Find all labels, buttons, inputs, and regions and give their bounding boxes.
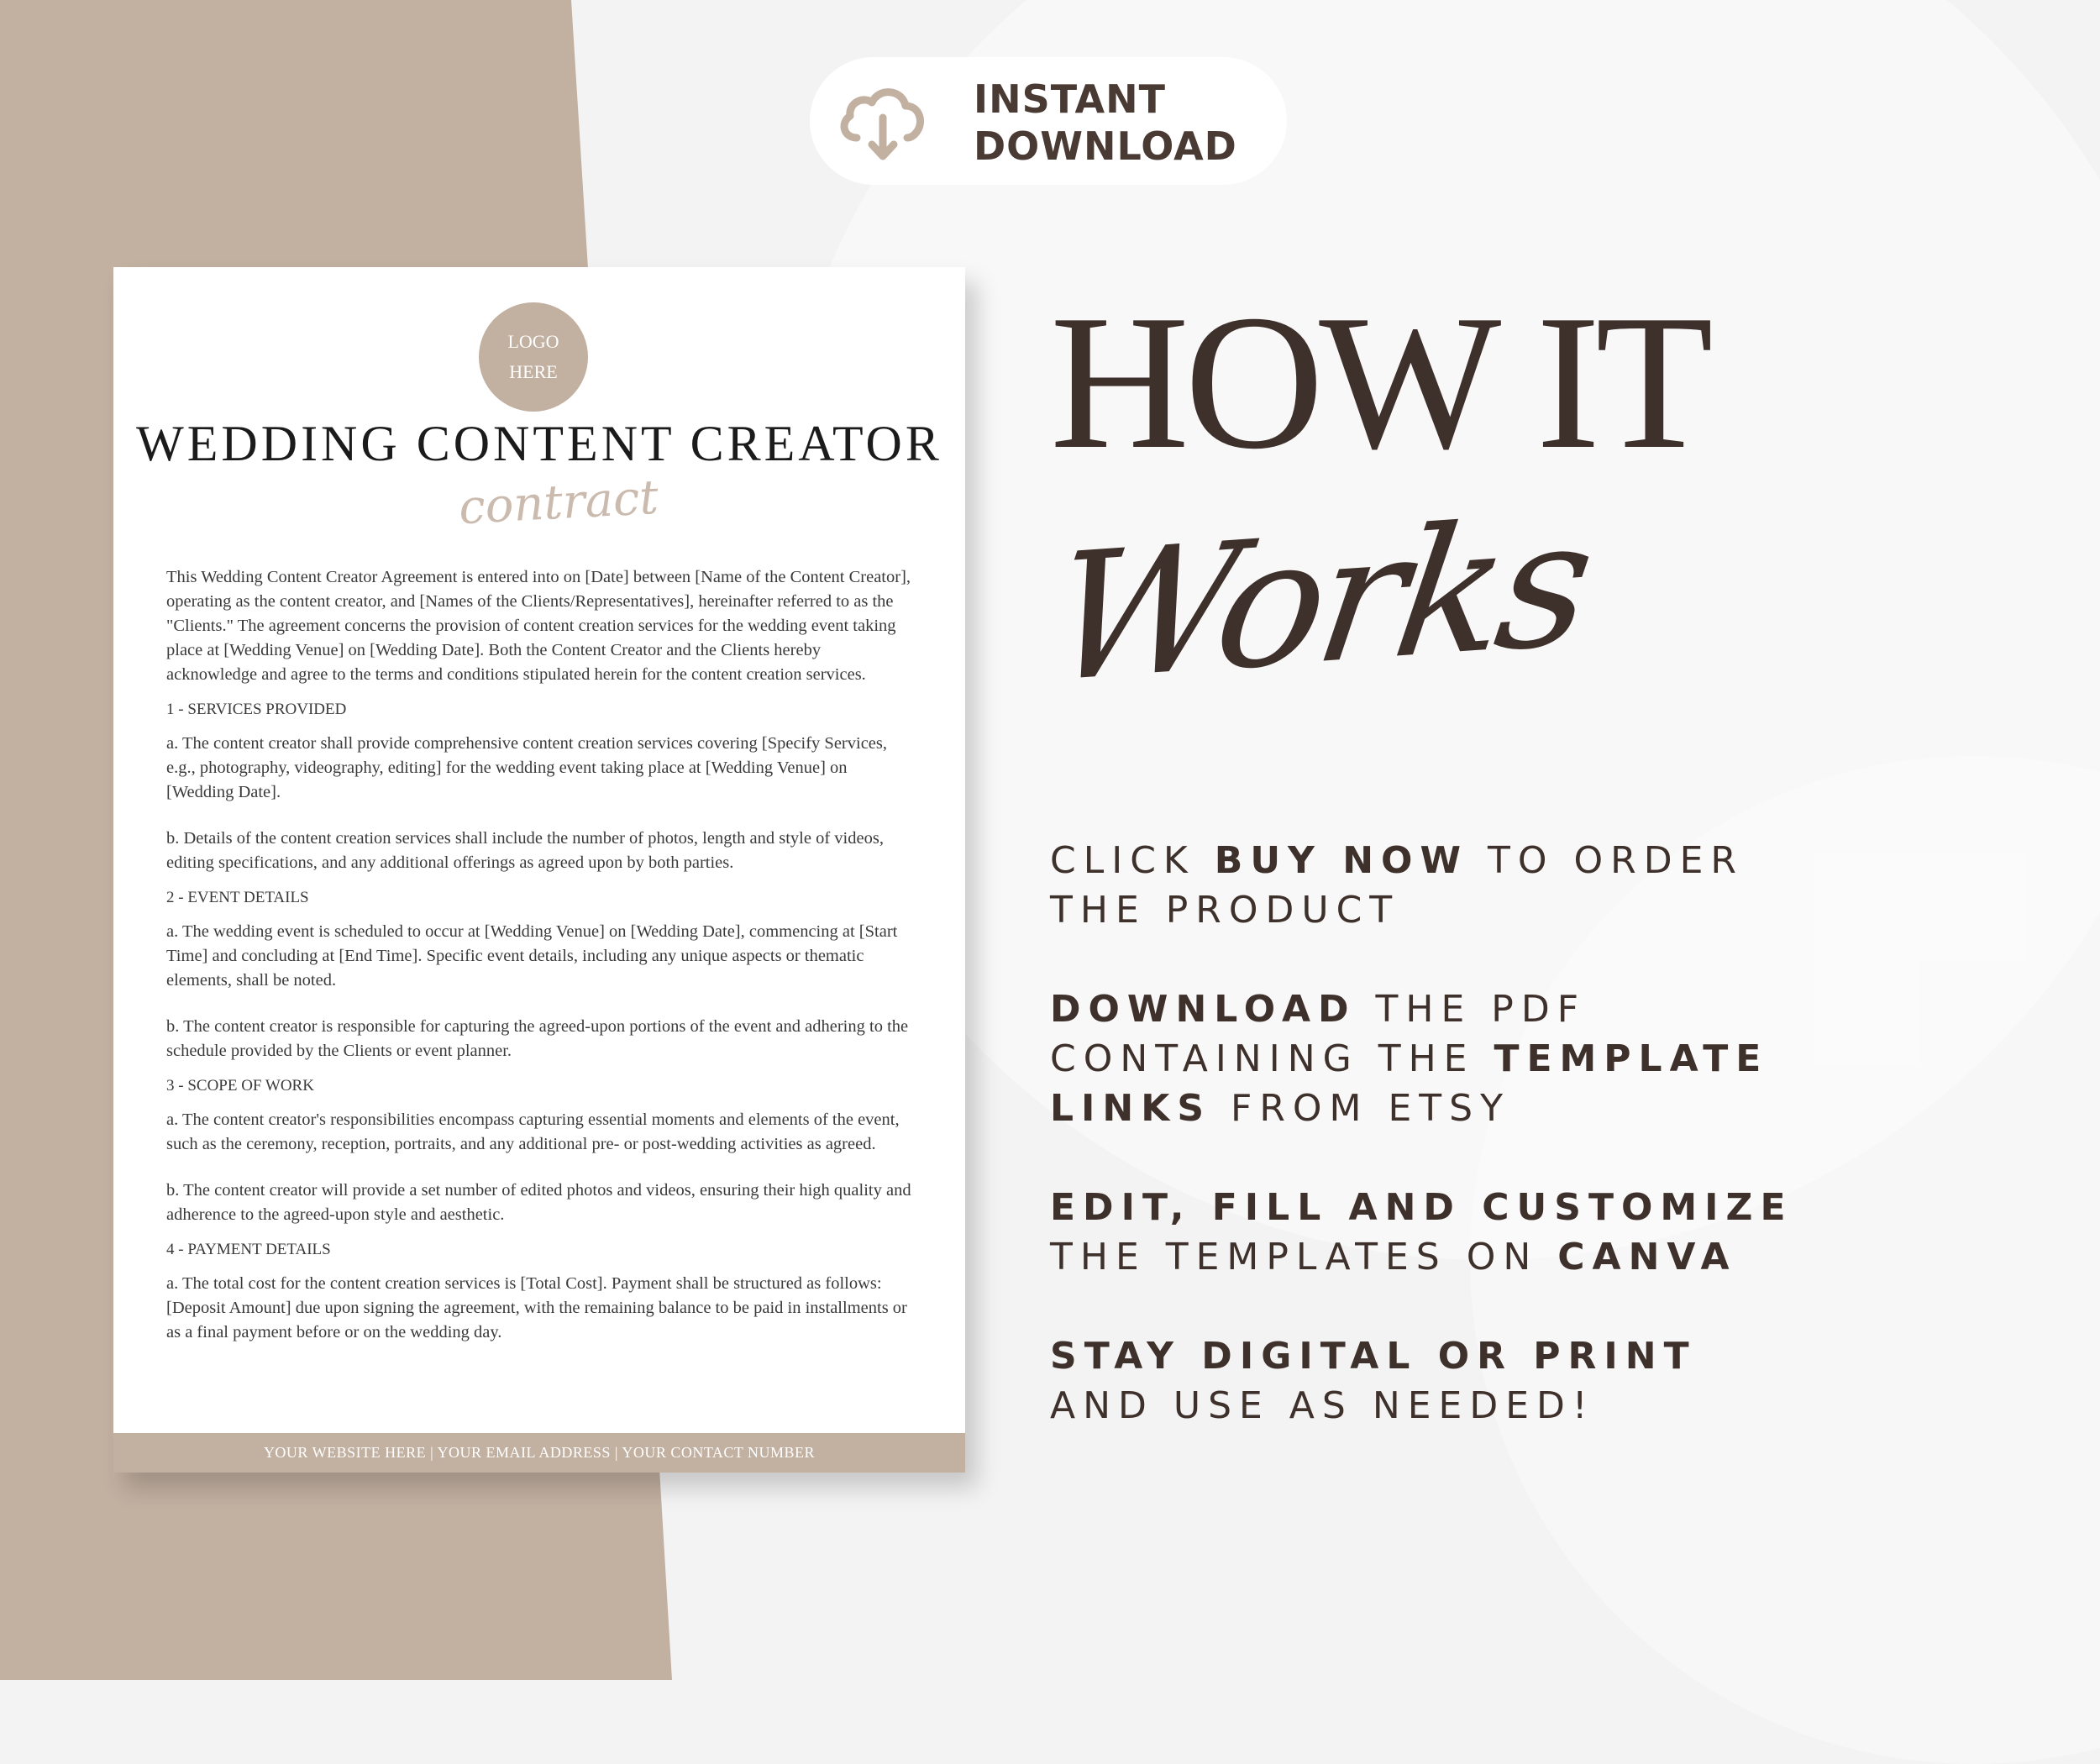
badge-text [974,76,1276,170]
logo-placeholder [479,302,588,412]
logo-text-line-1: LOGO [507,331,559,352]
step-text: THE TEMPLATES ON [1050,1236,1558,1278]
step-line [1050,1084,2058,1133]
step-3 [1050,1183,2058,1282]
step-2 [1050,984,2058,1133]
contract-document-preview [113,267,965,1473]
instructions-list [1050,836,2058,1480]
step-line [1050,1331,2058,1381]
headline-how-it: HOW IT [1050,275,1709,489]
section-heading: 2 - EVENT DETAILS [166,889,309,906]
step-line: THE PRODUCT [1050,889,1400,932]
step-line [1050,836,2058,885]
badge-line-1: INSTANT [974,76,1167,122]
step-bold-text: DOWNLOAD [1050,988,1357,1031]
step-line: AND USE AS NEEDED! [1050,1384,1595,1427]
instant-download-badge [810,57,1287,185]
step-line [1050,1034,2058,1084]
section-paragraph: a. The content creator's responsibilities encompass capturing essential moments and elements of the event, such as the ceremony, reception, portraits, and any additional pre- or post-wedding activities as agreed. [166,1110,900,1153]
contract-title: WEDDING CONTENT CREATOR [136,416,942,471]
contract-body [166,565,914,1355]
section-paragraph: b. The content creator will provide a set number of edited photos and videos, ensuring their high quality and adherence to the agreed-upon style and aesthetic. [166,1181,911,1224]
section-paragraph: a. The total cost for the content creation services is [Total Cost]. Payment shall be structured as follows: [Deposit Amount] due upon signing the agreement, with the remaining balance to be paid in installments or as a final payment before or on the wedding day. [166,1274,907,1341]
section-paragraph: a. The wedding event is scheduled to occur at [Wedding Venue] on [Wedding Date], commencing at [Start Time] and concluding at [End Time]. Specific event details, including any unique aspects or thematic elements, shall be noted. [166,922,898,990]
step-bold-text: STAY DIGITAL OR PRINT [1050,1335,1697,1378]
step-bold-text: TEMPLATE [1494,1037,1769,1080]
step-bold-text: EDIT, FILL AND CUSTOMIZE [1050,1186,1793,1229]
step-line [1050,984,2058,1034]
step-line [1050,1183,2058,1232]
headline-script-works: Works [1039,480,1599,722]
section-paragraph: a. The content creator shall provide comprehensive content creation services covering [Specify Services, e.g., photography, videography, editing] for the wedding event taking place at [Wedding Venue] on [Wedding Date]. [166,734,888,801]
step-bold-text: BUY NOW [1214,839,1468,882]
step-text: CONTAINING THE [1050,1037,1494,1080]
step-text: CLICK [1050,839,1215,882]
section-paragraph: b. Details of the content creation services shall include the number of photos, length and style of videos, editing specifications, and any additional offerings as agreed upon by both parties. [166,829,884,872]
contract-intro: This Wedding Content Creator Agreement is entered into on [Date] between [Name of the Content Creator], operating as the content creator, and [Names of the Clients/Representatives], hereinafter referred to as the "Clients." The agreement concerns the provision of content creation services for the wedding event taking place at [Wedding Venue] on [Wedding Date]. Both the Content Creator and the Clients hereby acknowledge and agree to the terms and conditions stipulated herein for the content creation services. [166,568,911,684]
contract-subtitle: contract [457,470,660,536]
step-text: TO ORDER [1468,839,1744,882]
logo-text-line-2: HERE [509,361,558,382]
section-heading: 3 - SCOPE OF WORK [166,1077,314,1095]
step-text: THE PDF [1356,988,1587,1031]
step-bold-text: LINKS [1050,1087,1212,1130]
section-heading: 1 - SERVICES PROVIDED [166,701,347,718]
section-heading: 4 - PAYMENT DETAILS [166,1241,331,1258]
section-paragraph: b. The content creator is responsible for capturing the agreed-upon portions of the event and adhering to the schedule provided by the Clients or event planner. [166,1017,909,1060]
badge-line-2: DOWNLOAD [974,123,1237,169]
step-text: FROM ETSY [1211,1087,1510,1130]
step-bold-text: CANVA [1557,1236,1737,1278]
step-4 [1050,1331,2058,1431]
step-1 [1050,836,2058,935]
step-line [1050,1232,2058,1282]
cloud-download-icon [837,79,929,163]
contract-footer: YOUR WEBSITE HERE | YOUR EMAIL ADDRESS | YOUR CONTACT NUMBER [113,1433,965,1473]
